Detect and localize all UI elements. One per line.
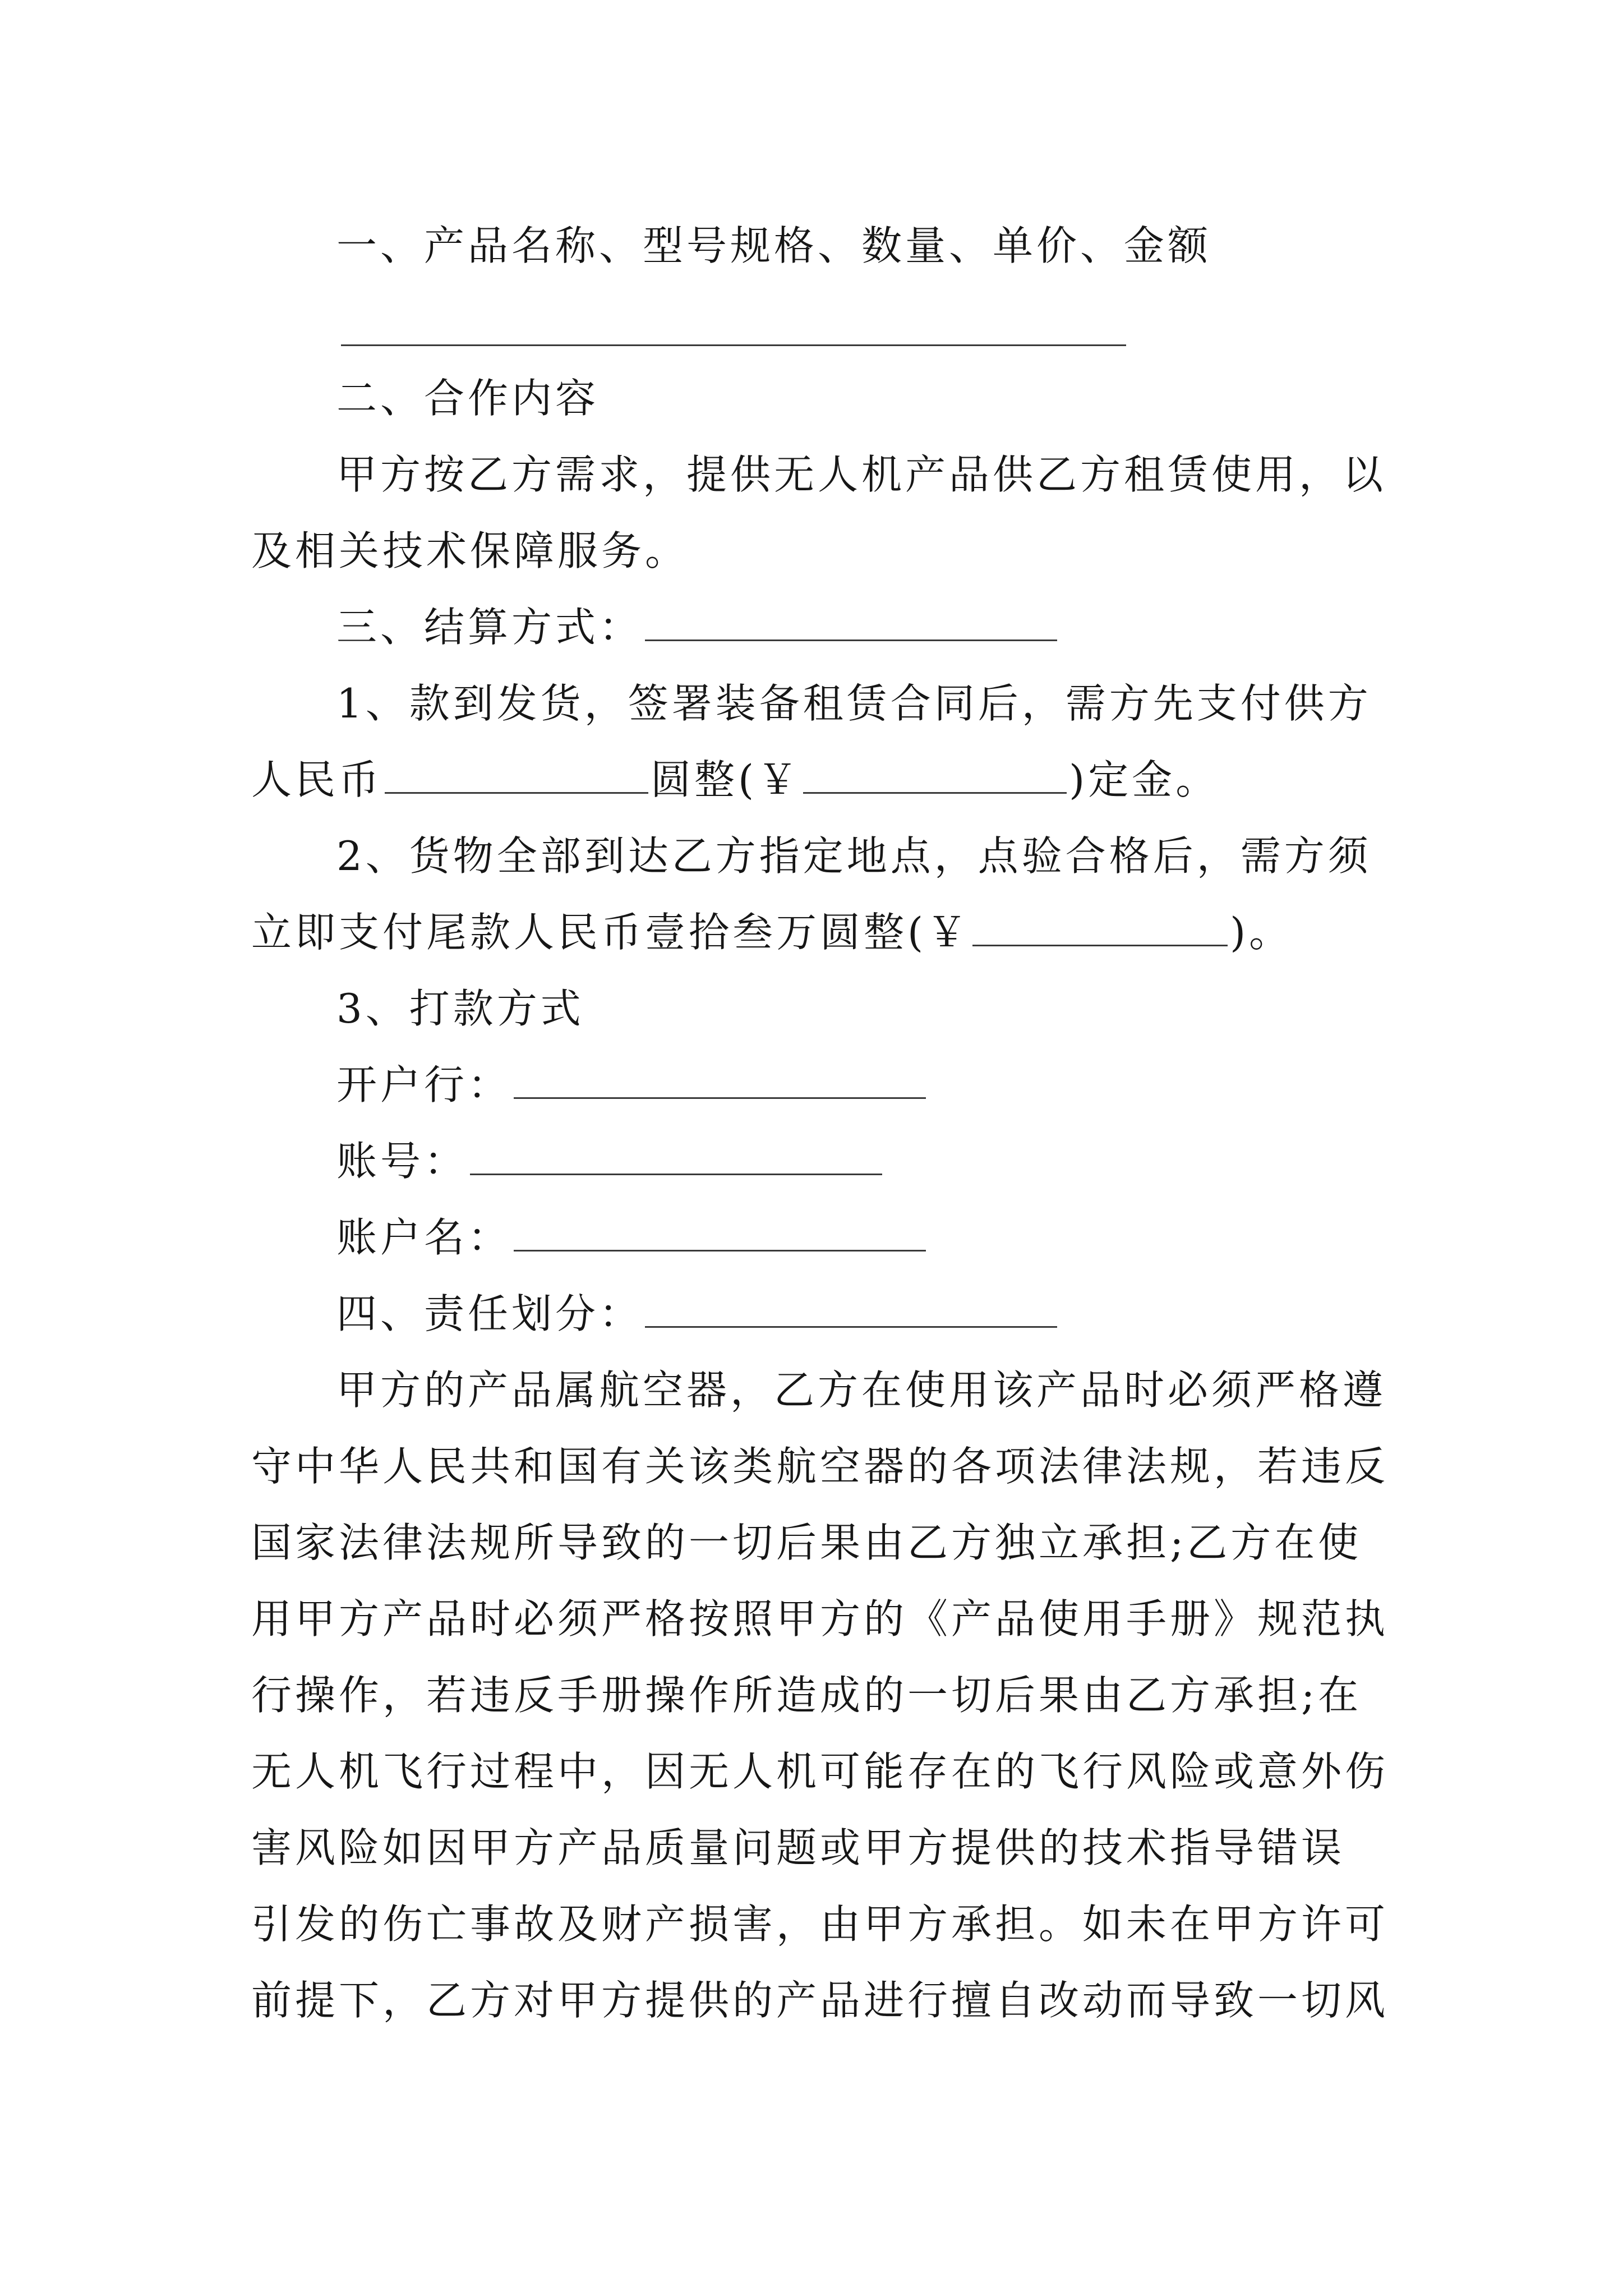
section4-title: 四、责任划分： <box>336 1290 643 1337</box>
section2-body-line2: 及相关技术保障服务。 <box>251 527 689 574</box>
account-name-blank <box>514 1206 926 1251</box>
item1-yuan-label: 圆整(￥ <box>651 756 801 803</box>
bank-label: 开户行： <box>336 1061 512 1108</box>
item1-line1: 1、款到发货，签署装备租赁合同后，需方先支付供方 <box>336 680 1372 727</box>
account-row <box>251 1123 1384 1199</box>
item2-line2 <box>251 894 1384 970</box>
account-label: 账号： <box>336 1138 468 1185</box>
account-name-row <box>251 1199 1384 1276</box>
account-blank <box>470 1130 882 1175</box>
section4-body <box>251 1352 1389 2039</box>
deposit-amount-figure-blank <box>803 748 1067 794</box>
product-info-blank <box>341 301 1126 346</box>
settlement-method-blank <box>645 596 1057 641</box>
item1-rmb-label: 人民币 <box>251 756 383 803</box>
section4-body-line: 用甲方产品时必须严格按照甲方的《产品使用手册》规范执 <box>251 1595 1389 1642</box>
section2-title: 二、合作内容 <box>336 375 600 422</box>
item3-title: 3、打款方式 <box>336 985 584 1032</box>
deposit-amount-words-blank <box>385 748 648 794</box>
section4-title-row <box>251 1276 1384 1352</box>
item2-end-label: )。 <box>1230 909 1293 956</box>
section3-title: 三、结算方式： <box>336 604 643 651</box>
item2-line1: 2、货物全部到达乙方指定地点，点验合格后，需方须 <box>336 832 1372 880</box>
item1-deposit-label: )定金。 <box>1069 756 1220 803</box>
bank-row <box>251 1047 1384 1123</box>
bank-blank <box>514 1053 926 1099</box>
section4-body-line: 守中华人民共和国有关该类航空器的各项法律法规，若违反 <box>251 1443 1389 1490</box>
account-name-label: 账户名： <box>336 1214 512 1261</box>
section2-body-line1: 甲方按乙方需求，提供无人机产品供乙方租赁使用，以 <box>336 451 1387 498</box>
section4-body-line: 前提下，乙方对甲方提供的产品进行擅自改动而导致一切风 <box>251 1977 1389 2024</box>
balance-amount-figure-blank <box>972 901 1228 946</box>
document-content <box>251 208 1389 2039</box>
item2-balance-label: 立即支付尾款人民币壹拾叁万圆整(￥ <box>251 909 971 956</box>
responsibility-blank <box>645 1282 1057 1328</box>
section4-body-line: 甲方的产品属航空器，乙方在使用该产品时必须严格遵 <box>336 1366 1387 1414</box>
section3-title-row <box>251 589 1384 665</box>
section4-body-line: 国家法律法规所导致的一切后果由乙方独立承担;乙方在使 <box>251 1519 1362 1566</box>
section1-blank-row <box>251 284 1384 360</box>
section4-body-line: 行操作，若违反手册操作所造成的一切后果由乙方承担;在 <box>251 1672 1362 1719</box>
section4-body-line: 害风险如因甲方产品质量问题或甲方提供的技术指导错误 <box>251 1824 1345 1871</box>
section1-title: 一、产品名称、型号规格、数量、单价、金额 <box>336 222 1212 269</box>
section4-body-line: 无人机飞行过程中，因无人机可能存在的飞行风险或意外伤 <box>251 1748 1389 1795</box>
item1-line2 <box>251 742 1384 818</box>
section4-body-line: 引发的伤亡事故及财产损害，由甲方承担。如未在甲方许可 <box>251 1901 1389 1948</box>
